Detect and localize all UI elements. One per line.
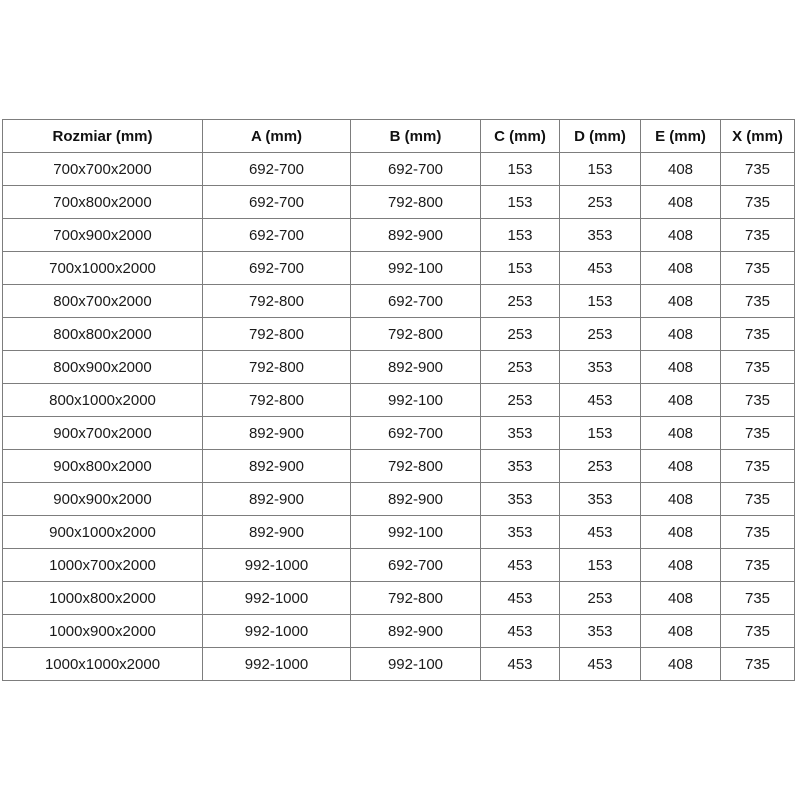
table-cell: 735: [721, 582, 795, 615]
table-cell: 1000x1000x2000: [3, 648, 203, 681]
table-cell: 892-900: [351, 483, 481, 516]
table-cell: 253: [560, 318, 641, 351]
table-cell: 735: [721, 219, 795, 252]
table-cell: 692-700: [351, 549, 481, 582]
table-cell: 900x1000x2000: [3, 516, 203, 549]
table-cell: 792-800: [203, 384, 351, 417]
table-cell: 353: [481, 516, 560, 549]
table-cell: 735: [721, 318, 795, 351]
table-cell: 453: [481, 582, 560, 615]
table-cell: 253: [560, 450, 641, 483]
table-cell: 700x900x2000: [3, 219, 203, 252]
table-row: [3, 483, 795, 516]
header-cell: C (mm): [481, 120, 560, 153]
table-cell: 992-1000: [203, 648, 351, 681]
table-cell: 408: [641, 186, 721, 219]
table-cell: 153: [481, 252, 560, 285]
table-row: [3, 648, 795, 681]
table-cell: 408: [641, 318, 721, 351]
table-row: [3, 417, 795, 450]
table-cell: 153: [560, 285, 641, 318]
table-cell: 735: [721, 450, 795, 483]
table-cell: 735: [721, 384, 795, 417]
table-cell: 692-700: [203, 252, 351, 285]
table-cell: 408: [641, 483, 721, 516]
table-cell: 253: [560, 582, 641, 615]
table-cell: 892-900: [203, 483, 351, 516]
table-cell: 735: [721, 648, 795, 681]
table-cell: 692-700: [351, 417, 481, 450]
table-cell: 408: [641, 153, 721, 186]
table-cell: 735: [721, 417, 795, 450]
table-cell: 453: [560, 384, 641, 417]
table-cell: 692-700: [203, 153, 351, 186]
header-cell: B (mm): [351, 120, 481, 153]
table-row: [3, 186, 795, 219]
table-cell: 453: [560, 648, 641, 681]
table-cell: 892-900: [203, 417, 351, 450]
table-cell: 408: [641, 252, 721, 285]
header-cell: A (mm): [203, 120, 351, 153]
table-cell: 692-700: [203, 219, 351, 252]
table-cell: 892-900: [351, 351, 481, 384]
header-cell: Rozmiar (mm): [3, 120, 203, 153]
table-cell: 253: [481, 384, 560, 417]
table-cell: 900x700x2000: [3, 417, 203, 450]
table-cell: 700x1000x2000: [3, 252, 203, 285]
table-row: [3, 384, 795, 417]
table-cell: 900x800x2000: [3, 450, 203, 483]
table-cell: 153: [560, 153, 641, 186]
table-cell: 892-900: [351, 219, 481, 252]
table-cell: 735: [721, 615, 795, 648]
table-row: [3, 615, 795, 648]
table-cell: 353: [481, 483, 560, 516]
size-specification-table: [2, 119, 795, 681]
table-cell: 900x900x2000: [3, 483, 203, 516]
table-cell: 735: [721, 549, 795, 582]
table-cell: 792-800: [351, 318, 481, 351]
table-row: [3, 219, 795, 252]
table-cell: 700x700x2000: [3, 153, 203, 186]
table-cell: 792-800: [351, 186, 481, 219]
table-cell: 253: [481, 318, 560, 351]
table-cell: 253: [481, 351, 560, 384]
table-body: [3, 153, 795, 681]
table-cell: 408: [641, 219, 721, 252]
table-cell: 453: [560, 252, 641, 285]
table-cell: 453: [560, 516, 641, 549]
table-cell: 735: [721, 516, 795, 549]
table-row: [3, 285, 795, 318]
table-row: [3, 450, 795, 483]
table-cell: 353: [560, 219, 641, 252]
table-cell: 792-800: [351, 582, 481, 615]
table-cell: 253: [560, 186, 641, 219]
table-row: [3, 549, 795, 582]
table-cell: 453: [481, 615, 560, 648]
table-cell: 153: [560, 417, 641, 450]
table-cell: 353: [560, 483, 641, 516]
table-cell: 992-100: [351, 252, 481, 285]
table-cell: 735: [721, 483, 795, 516]
table-cell: 408: [641, 384, 721, 417]
table-cell: 153: [481, 186, 560, 219]
table-cell: 992-100: [351, 648, 481, 681]
header-cell: X (mm): [721, 120, 795, 153]
table-cell: 992-100: [351, 516, 481, 549]
table-cell: 792-800: [203, 318, 351, 351]
table-cell: 153: [560, 549, 641, 582]
table-cell: 408: [641, 516, 721, 549]
table-cell: 992-100: [351, 384, 481, 417]
table-cell: 353: [481, 417, 560, 450]
table-cell: 353: [481, 450, 560, 483]
table-cell: 408: [641, 417, 721, 450]
table-cell: 735: [721, 252, 795, 285]
table-cell: 892-900: [203, 516, 351, 549]
header-row: [3, 120, 795, 153]
table-cell: 792-800: [351, 450, 481, 483]
table-row: [3, 351, 795, 384]
table-cell: 253: [481, 285, 560, 318]
table-row: [3, 582, 795, 615]
table-cell: 353: [560, 351, 641, 384]
table-cell: 800x800x2000: [3, 318, 203, 351]
table-cell: 408: [641, 648, 721, 681]
table-cell: 1000x900x2000: [3, 615, 203, 648]
table-cell: 735: [721, 285, 795, 318]
table-cell: 800x900x2000: [3, 351, 203, 384]
table-cell: 692-700: [351, 285, 481, 318]
table-cell: 408: [641, 285, 721, 318]
table-cell: 408: [641, 351, 721, 384]
table-cell: 408: [641, 450, 721, 483]
table-cell: 992-1000: [203, 582, 351, 615]
table-cell: 735: [721, 186, 795, 219]
table-cell: 992-1000: [203, 615, 351, 648]
table-cell: 800x1000x2000: [3, 384, 203, 417]
table-cell: 408: [641, 549, 721, 582]
table-cell: 1000x700x2000: [3, 549, 203, 582]
table-cell: 153: [481, 153, 560, 186]
table-cell: 792-800: [203, 285, 351, 318]
table-cell: 408: [641, 582, 721, 615]
table-cell: 892-900: [351, 615, 481, 648]
table-row: [3, 153, 795, 186]
table-cell: 408: [641, 615, 721, 648]
table-cell: 692-700: [351, 153, 481, 186]
header-cell: E (mm): [641, 120, 721, 153]
table-cell: 735: [721, 351, 795, 384]
table-cell: 1000x800x2000: [3, 582, 203, 615]
table-cell: 892-900: [203, 450, 351, 483]
table-row: [3, 516, 795, 549]
table-cell: 353: [560, 615, 641, 648]
table-cell: 700x800x2000: [3, 186, 203, 219]
table-cell: 153: [481, 219, 560, 252]
table-row: [3, 252, 795, 285]
table-cell: 453: [481, 648, 560, 681]
table-cell: 800x700x2000: [3, 285, 203, 318]
table-header: [3, 120, 795, 153]
table-cell: 453: [481, 549, 560, 582]
table-cell: 692-700: [203, 186, 351, 219]
table-row: [3, 318, 795, 351]
table-cell: 792-800: [203, 351, 351, 384]
table-cell: 992-1000: [203, 549, 351, 582]
header-cell: D (mm): [560, 120, 641, 153]
table-cell: 735: [721, 153, 795, 186]
